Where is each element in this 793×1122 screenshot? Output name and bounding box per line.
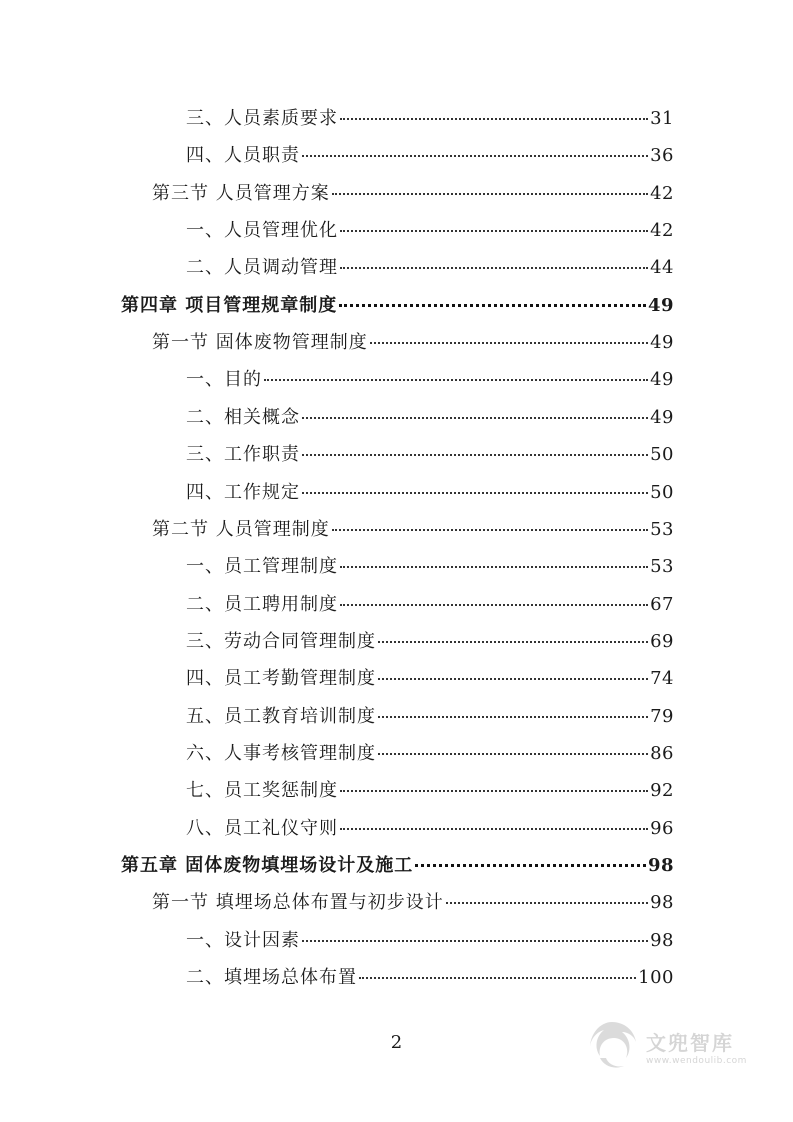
toc-subsection-entry[interactable] <box>186 743 674 765</box>
dot-leader <box>415 864 646 867</box>
toc-entry-title: 四、工作规定 <box>186 482 300 503</box>
toc-chapter-entry[interactable] <box>121 295 674 317</box>
toc-section-entry[interactable] <box>152 183 674 205</box>
dot-leader <box>378 753 648 755</box>
page-number: 2 <box>390 1032 403 1053</box>
dot-leader <box>340 828 648 830</box>
toc-entry-title: 二、人员调动管理 <box>186 257 338 278</box>
dot-leader <box>340 267 648 269</box>
toc-subsection-entry[interactable] <box>186 145 674 167</box>
dot-leader <box>302 155 648 157</box>
toc-entry-page: 100 <box>638 967 674 988</box>
toc-subsection-entry[interactable] <box>186 631 674 653</box>
toc-subsection-entry[interactable] <box>186 706 674 728</box>
toc-entry-page: 49 <box>647 295 674 316</box>
dot-leader <box>378 678 648 680</box>
toc-entry-page: 42 <box>650 183 674 204</box>
toc-entry-title: 五、员工教育培训制度 <box>186 706 376 727</box>
toc-entry-page: 69 <box>650 631 674 652</box>
dot-leader <box>370 342 648 344</box>
toc-entry-page: 49 <box>650 407 674 428</box>
wendou-logo-icon <box>584 1018 640 1074</box>
dot-leader <box>264 379 648 381</box>
dot-leader <box>340 566 648 568</box>
dot-leader <box>378 716 648 718</box>
toc-entry-title: 第一节 填埋场总体布置与初步设计 <box>152 892 444 913</box>
toc-subsection-entry[interactable] <box>186 257 674 279</box>
toc-section-entry[interactable] <box>152 332 674 354</box>
toc-subsection-entry[interactable] <box>186 220 674 242</box>
toc-entry-title: 第二节 人员管理制度 <box>152 519 330 540</box>
toc-subsection-entry[interactable] <box>186 668 674 690</box>
toc-entry-title: 七、员工奖惩制度 <box>186 780 338 801</box>
dot-leader <box>340 790 648 792</box>
toc-entry-page: 53 <box>650 556 674 577</box>
watermark-title: 文兜智库 <box>646 1030 734 1055</box>
toc-section-entry[interactable] <box>152 892 674 914</box>
toc-chapter-entry[interactable] <box>121 855 674 877</box>
toc-entry-title: 四、人员职责 <box>186 145 300 166</box>
dot-leader <box>302 492 648 494</box>
toc-subsection-entry[interactable] <box>186 482 674 504</box>
toc-subsection-entry[interactable] <box>186 594 674 616</box>
dot-leader <box>446 902 648 904</box>
dot-leader <box>359 977 636 979</box>
toc-entry-page: 31 <box>650 108 674 129</box>
watermark <box>584 1018 754 1074</box>
toc-entry-title: 二、填埋场总体布置 <box>186 967 357 988</box>
watermark-url: www.wendoulib.com <box>646 1055 747 1066</box>
toc-entry-page: 96 <box>650 818 674 839</box>
toc-subsection-entry[interactable] <box>186 108 674 130</box>
toc-entry-page: 49 <box>650 369 674 390</box>
toc-subsection-entry[interactable] <box>186 967 674 989</box>
toc-entry-page: 49 <box>650 332 674 353</box>
toc-entry-title: 六、人事考核管理制度 <box>186 743 376 764</box>
toc-entry-title: 一、目的 <box>186 369 262 390</box>
dot-leader <box>302 454 648 456</box>
toc-entry-page: 44 <box>650 257 674 278</box>
toc-entry-title: 第四章 项目管理规章制度 <box>121 295 338 316</box>
toc-entry-title: 一、员工管理制度 <box>186 556 338 577</box>
toc-section-entry[interactable] <box>152 519 674 541</box>
toc-entry-page: 98 <box>650 930 674 951</box>
toc-entry-title: 一、设计因素 <box>186 930 300 951</box>
toc-entry-title: 一、人员管理优化 <box>186 220 338 241</box>
toc-entry-page: 86 <box>650 743 674 764</box>
toc-entry-page: 98 <box>647 855 674 876</box>
toc-entry-page: 79 <box>650 706 674 727</box>
toc-entry-page: 53 <box>650 519 674 540</box>
toc-entry-page: 67 <box>650 594 674 615</box>
toc-entry-title: 第五章 固体废物填埋场设计及施工 <box>121 855 414 876</box>
toc-entry-page: 92 <box>650 780 674 801</box>
dot-leader <box>302 940 648 942</box>
toc-subsection-entry[interactable] <box>186 444 674 466</box>
dot-leader <box>340 230 648 232</box>
toc-entry-page: 74 <box>650 668 674 689</box>
toc-entry-page: 42 <box>650 220 674 241</box>
toc-entry-page: 36 <box>650 145 674 166</box>
toc-entry-title: 四、员工考勤管理制度 <box>186 668 376 689</box>
toc-entry-title: 八、员工礼仪守则 <box>186 818 338 839</box>
toc-subsection-entry[interactable] <box>186 818 674 840</box>
toc-subsection-entry[interactable] <box>186 930 674 952</box>
dot-leader <box>302 417 648 419</box>
dot-leader <box>332 193 648 195</box>
toc-entry-page: 50 <box>650 444 674 465</box>
dot-leader <box>339 304 646 307</box>
dot-leader <box>340 118 648 120</box>
toc-subsection-entry[interactable] <box>186 780 674 802</box>
toc-subsection-entry[interactable] <box>186 556 674 578</box>
toc-entry-title: 二、员工聘用制度 <box>186 594 338 615</box>
dot-leader <box>340 604 648 606</box>
toc-entry-title: 第一节 固体废物管理制度 <box>152 332 368 353</box>
dot-leader <box>332 529 648 531</box>
toc-entry-title: 三、工作职责 <box>186 444 300 465</box>
toc-subsection-entry[interactable] <box>186 369 674 391</box>
toc-subsection-entry[interactable] <box>186 407 674 429</box>
toc-entry-title: 三、劳动合同管理制度 <box>186 631 376 652</box>
toc-entry-page: 50 <box>650 482 674 503</box>
toc-entry-title: 二、相关概念 <box>186 407 300 428</box>
toc-entry-page: 98 <box>650 892 674 913</box>
dot-leader <box>378 641 648 643</box>
toc-entry-title: 第三节 人员管理方案 <box>152 183 330 204</box>
toc-entry-title: 三、人员素质要求 <box>186 108 338 129</box>
